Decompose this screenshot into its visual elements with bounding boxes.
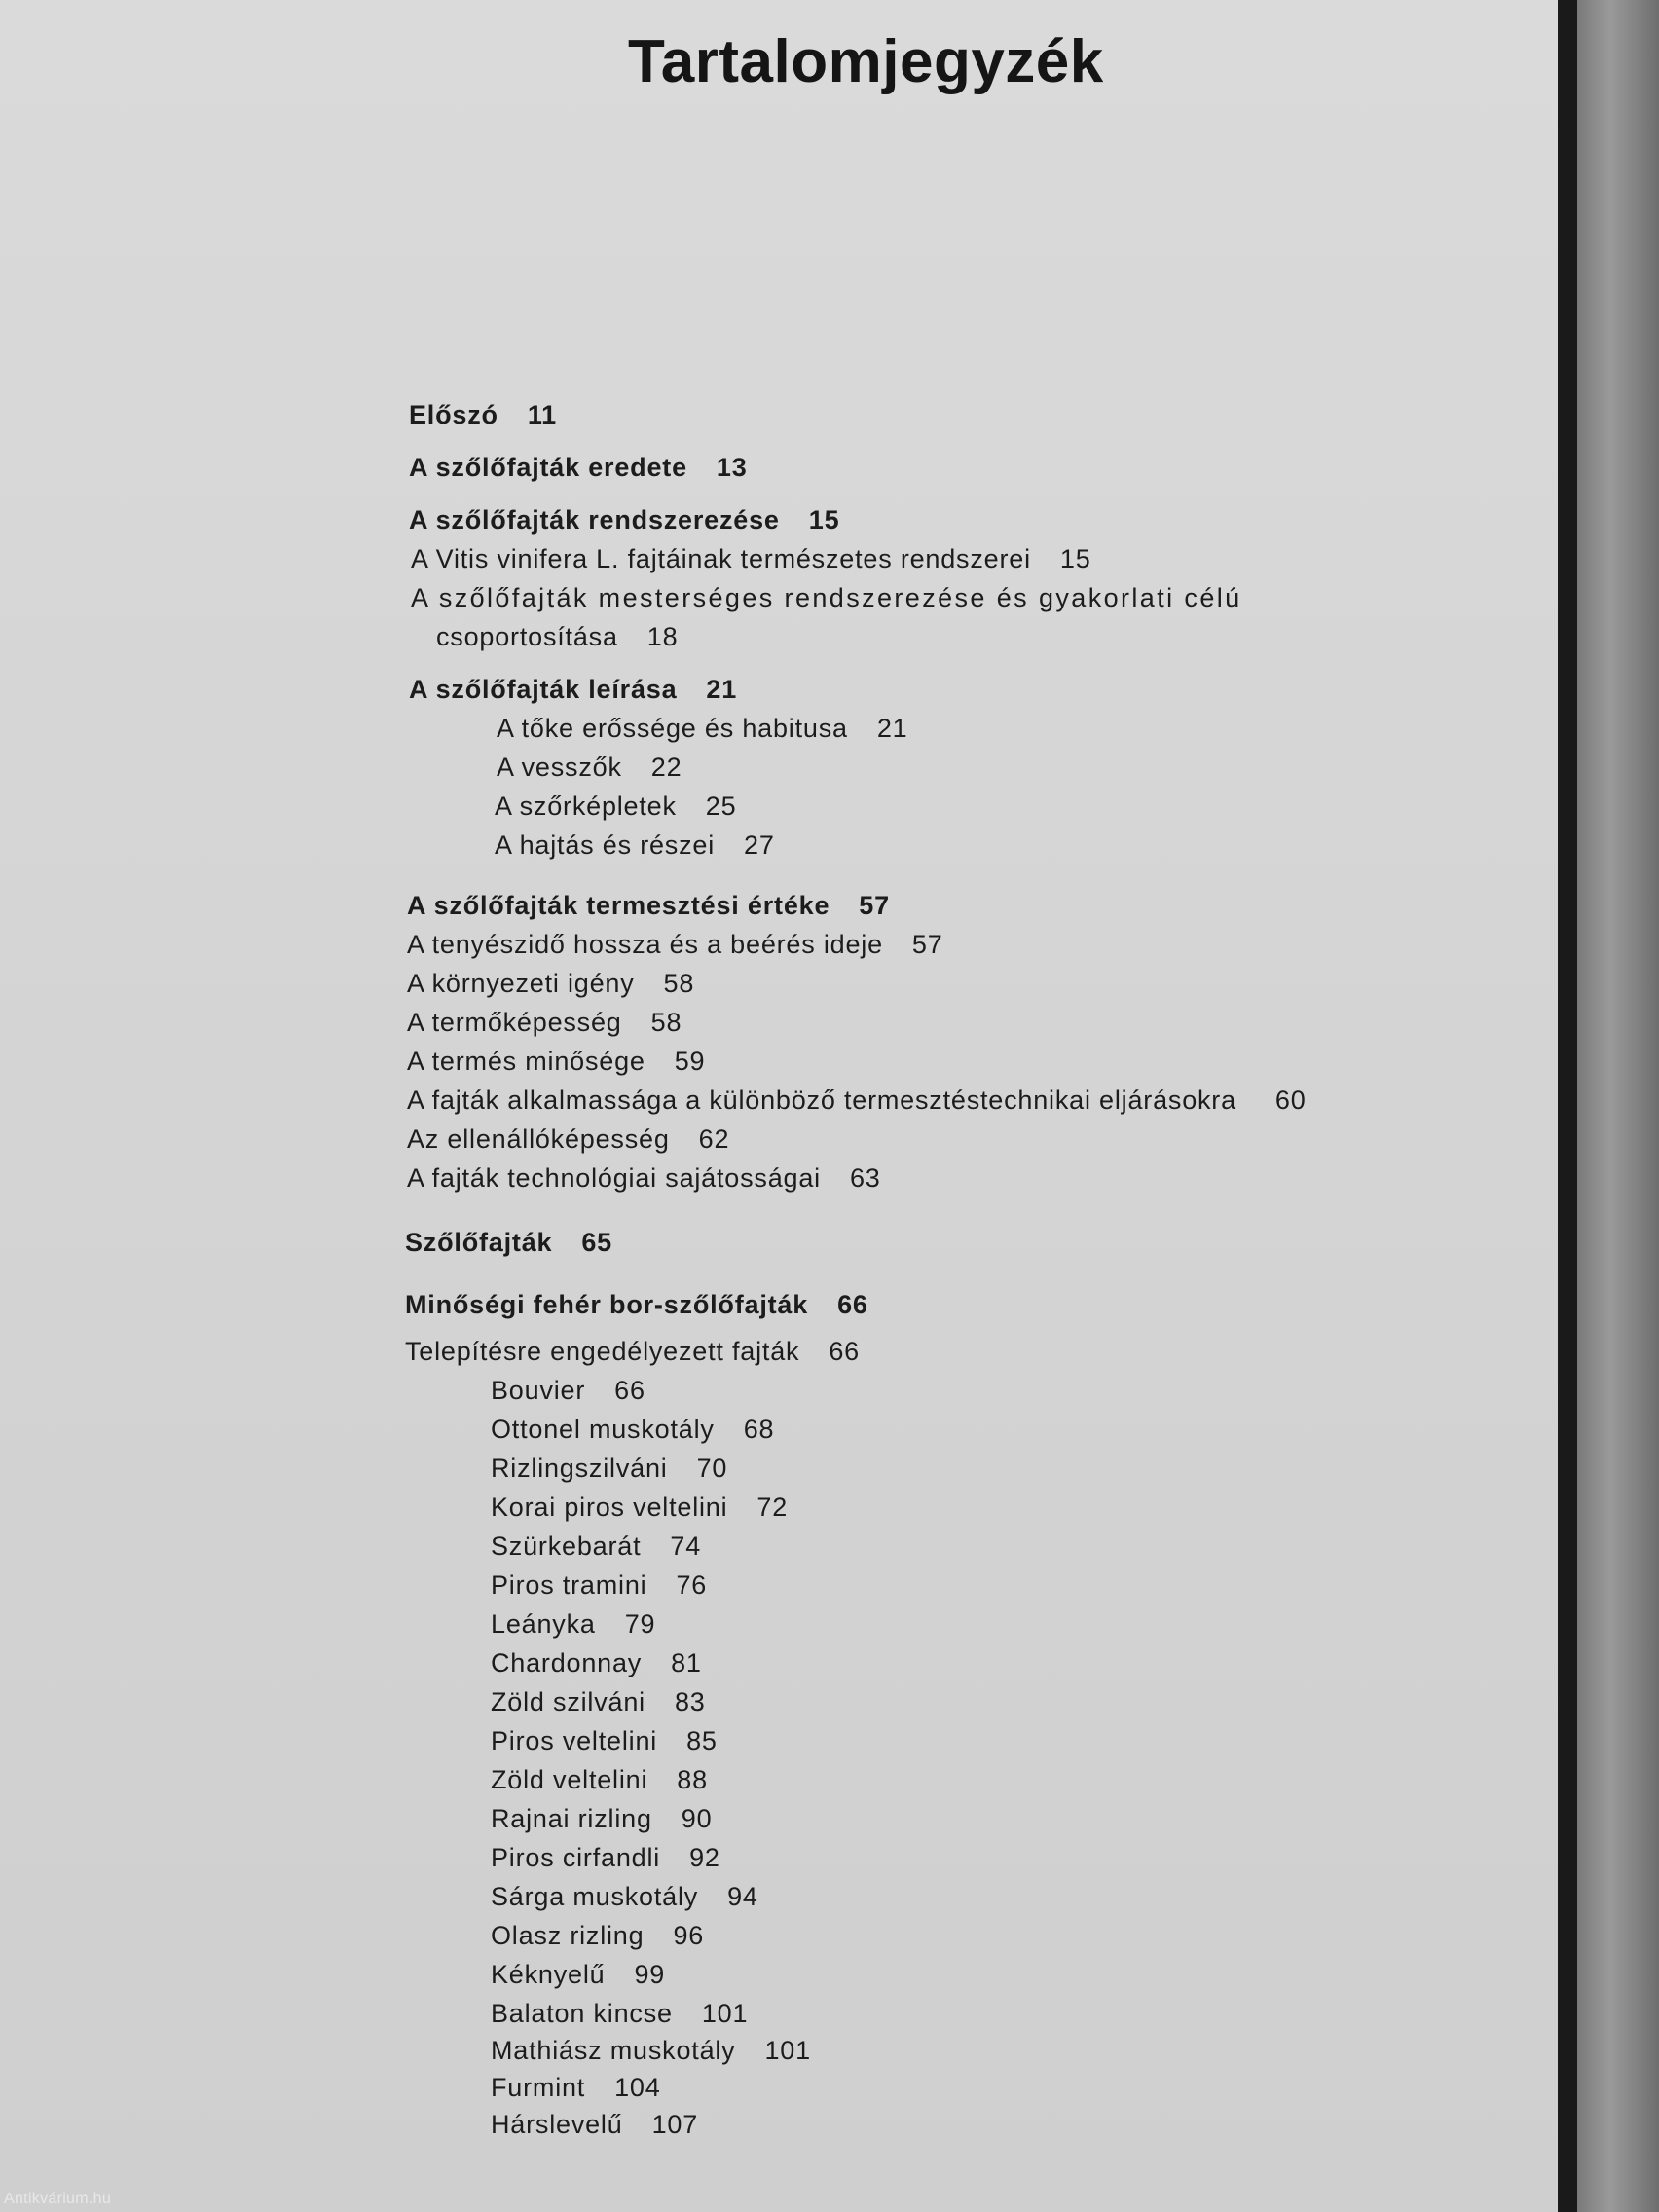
toc-entry: Chardonnay 81	[491, 1648, 702, 1677]
toc-entry: A hajtás és részei 27	[495, 830, 775, 860]
book-spine-shadow	[1558, 0, 1577, 2212]
toc-entry: Zöld szilváni 83	[491, 1687, 706, 1716]
toc-entry: Ottonel muskotály 68	[491, 1415, 775, 1444]
toc-entry: Zöld veltelini 88	[491, 1765, 708, 1794]
toc-entry: A tőke erőssége és habitusa 21	[497, 714, 908, 743]
toc-entry: Furmint 104	[491, 2073, 661, 2102]
toc-entry: A termőképesség 58	[407, 1008, 682, 1037]
toc-entry: Piros veltelini 85	[491, 1726, 718, 1755]
toc-entry: A vesszők 22	[497, 753, 682, 782]
toc-entry: A szőlőfajták mesterséges rendszerezése és gyakorlati célú	[411, 583, 1242, 612]
toc-entry: A fajták alkalmassága a különböző termesztéstechnikai eljárásokra 60	[407, 1086, 1307, 1115]
toc-entry: Előszó 11	[409, 400, 557, 429]
page-edge	[1577, 0, 1659, 2212]
toc-entry: Piros cirfandli 92	[491, 1843, 720, 1872]
toc-entry: Minőségi fehér bor-szőlőfajták 66	[405, 1290, 868, 1319]
toc-entry: Rizlingszilváni 70	[491, 1454, 728, 1483]
toc-entry: Sárga muskotály 94	[491, 1882, 758, 1911]
toc-entry: A szőlőfajták eredete 13	[409, 453, 748, 482]
toc-entry: A szőlőfajták leírása 21	[409, 675, 738, 704]
toc-entry: A szőrképletek 25	[495, 792, 737, 821]
toc-entry: A szőlőfajták rendszerezése 15	[409, 505, 840, 535]
toc-entry: Telepítésre engedélyezett fajták 66	[405, 1337, 860, 1366]
toc-entry: A fajták technológiai sajátosságai 63	[407, 1163, 881, 1193]
toc-entry: Balaton kincse 101	[491, 1999, 749, 2028]
toc-entry: csoportosítása 18	[436, 622, 679, 651]
toc-entry: Az ellenállóképesség 62	[407, 1124, 730, 1154]
toc-entry: Korai piros veltelini 72	[491, 1493, 789, 1522]
toc-entry: A termés minősége 59	[407, 1047, 706, 1076]
page-title: Tartalomjegyzék	[628, 28, 1104, 95]
toc-entry: Olasz rizling 96	[491, 1921, 705, 1950]
toc-entry: Kéknyelű 99	[491, 1960, 666, 1989]
toc-entry: A szőlőfajták termesztési értéke 57	[407, 891, 890, 920]
toc-entry: A tenyészidő hossza és a beérés ideje 57	[407, 930, 943, 959]
toc-entry: Leányka 79	[491, 1609, 656, 1639]
toc-entry: A környezeti igény 58	[407, 969, 695, 998]
toc-entry: Rajnai rizling 90	[491, 1804, 713, 1833]
toc-entry: Hárslevelű 107	[491, 2110, 699, 2139]
toc-entry: Piros tramini 76	[491, 1570, 708, 1600]
toc-entry: Szürkebarát 74	[491, 1531, 702, 1561]
toc-entry: Mathiász muskotály 101	[491, 2036, 811, 2065]
toc-entry: Bouvier 66	[491, 1376, 645, 1405]
toc-entry: Szőlőfajták 65	[405, 1228, 612, 1257]
watermark: Antikvárium.hu	[4, 2191, 112, 2207]
toc-entry: A Vitis vinifera L. fajtáinak természetes rendszerei 15	[411, 544, 1091, 573]
